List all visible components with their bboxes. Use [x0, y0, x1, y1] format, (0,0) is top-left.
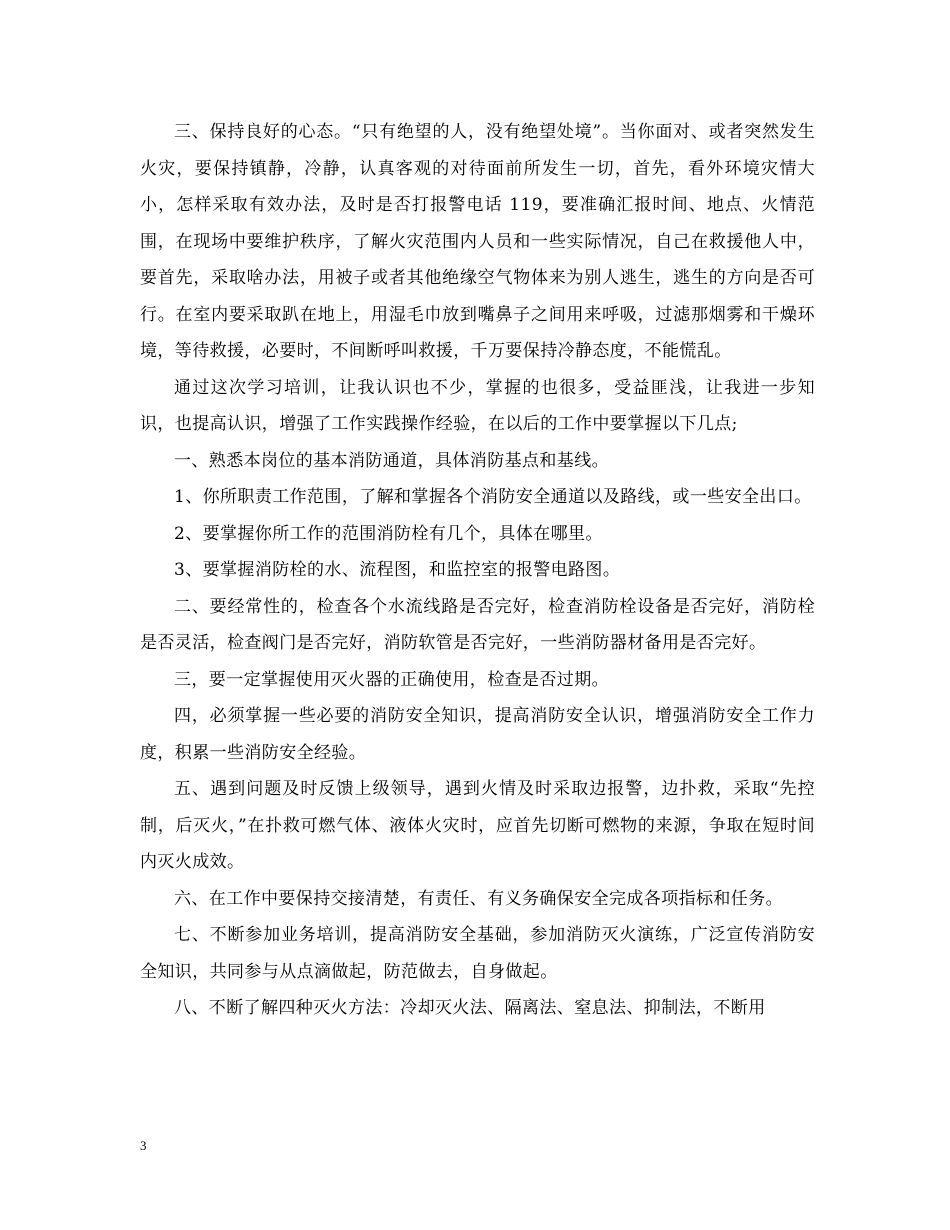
paragraph-9: 四，必须掌握一些必要的消防安全知识，提高消防安全认识，增强消防安全工作力度，积累一些消防安全经验。	[140, 706, 815, 763]
document-body	[140, 114, 815, 1027]
paragraph-11: 六、在工作中要保持交接清楚，有责任、有义务确保安全完成各项指标和任务。	[174, 888, 783, 909]
paragraph-4: 1、你所职责工作范围，了解和掌握各个消防安全通道以及路线，或一些安全出口。	[174, 487, 812, 507]
page-number: 3	[140, 1138, 147, 1153]
paragraph-10: 五、遇到问题及时反馈上级领导，遇到火情及时采取边报警，边扑救，采取“先控制，后灭火，”在扑救可燃气体、液体火灾时，应首先切断可燃物的来源，争取在短时间内灭火成效。	[140, 779, 815, 872]
paragraph-12: 七、不断参加业务培训，提高消防安全基础，参加消防灭火演练，广泛宣传消防安全知识，共同参与从点滴做起，防范做去，自身做起。	[140, 925, 815, 982]
paragraph-2: 通过这次学习培训，让我认识也不少，掌握的也很多，受益匪浅，让我进一步知识，也提高认识，增强了工作实践操作经验，在以后的工作中要掌握以下几点;	[140, 377, 815, 434]
paragraph-6: 3、要掌握消防栓的水、流程图，和监控室的报警电路图。	[174, 560, 621, 580]
paragraph-7: 二、要经常性的，检查各个水流线路是否完好，检查消防栓设备是否完好，消防栓是否灵活，检查阀门是否完好，消防软管是否完好，一些消防器材备用是否完好。	[140, 596, 815, 653]
paragraph-1: 三、保持良好的心态。“只有绝望的人，没有绝望处境”。当你面对、或者突然发生火灾，要保持镇静，冷静，认真客观的对待面前所发生一切，首先，看外环境灾情大小，怎样采取有效办法，及时是否打报警电话 119，要准确汇报时间、地点、火情范围，在现场中要维护秩序，了解火灾范围内人员和一些实际情况，自己在救援他人中，要首先，采取啥办法，用被子或者其他绝缘空气物体来为别人逃生，逃生的方向是否可行。在室内要采取趴在地上，用湿毛巾放到嘴鼻子之间用来呼吸，过滤那烟雾和干燥环境，等待救援，必要时，不间断呼叫救援，千万要保持冷静态度，不能慌乱。	[140, 122, 815, 361]
paragraph-3: 一、熟悉本岗位的基本消防通道，具体消防基点和基线。	[174, 450, 609, 471]
paragraph-8: 三，要一定掌握使用灭火器的正确使用，检查是否过期。	[174, 669, 609, 690]
paragraph-13: 八、不断了解四种灭火方法：冷却灭火法、隔离法、窒息法、抑制法，不断用	[174, 998, 766, 1018]
paragraph-5: 2、要掌握你所工作的范围消防栓有几个，具体在哪里。	[174, 523, 603, 544]
